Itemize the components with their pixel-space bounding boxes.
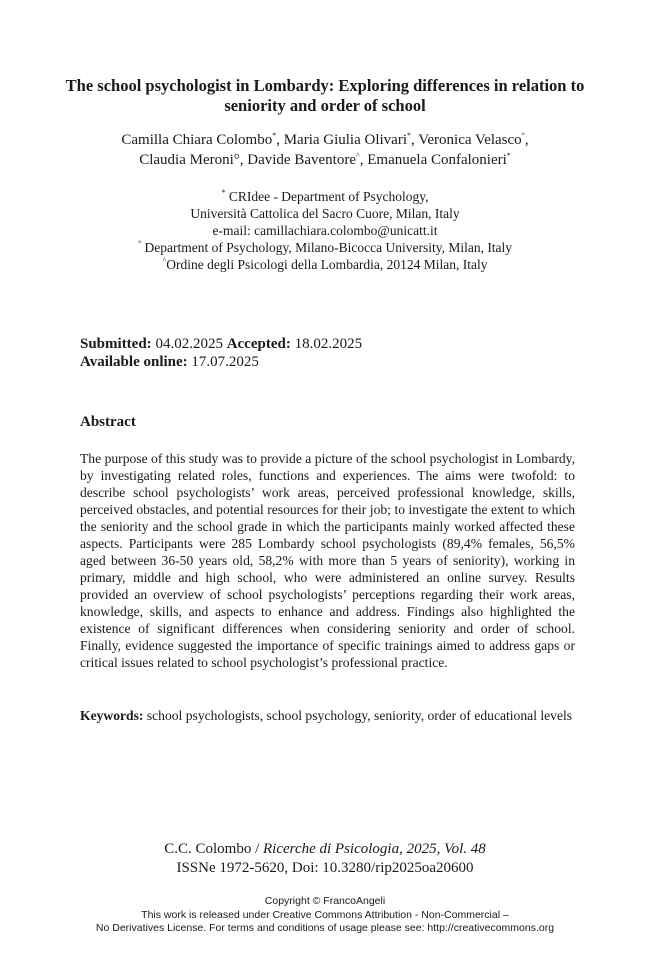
submitted-date: 04.02.2025	[155, 336, 223, 352]
affiliation-text: CRIdee - Department of Psychology,	[228, 189, 429, 204]
author-name: Emanuela Confalonieri	[367, 152, 507, 168]
author-name: Veronica Velasco	[418, 132, 522, 148]
author-name: Camilla Chiara Colombo	[121, 132, 273, 148]
affiliation-mark: °	[521, 131, 525, 140]
affiliation-mark: ^	[162, 256, 167, 265]
keywords	[80, 707, 575, 724]
copyright-line: Copyright © FrancoAngeli	[264, 895, 386, 907]
author-name: Davide Baventore	[247, 152, 356, 168]
license-footer	[0, 895, 650, 936]
affiliation-mark: *	[407, 131, 411, 140]
accepted-label: Accepted:	[226, 336, 291, 352]
citation	[60, 840, 590, 878]
citation-issn: ISSNe 1972-5620, Doi: 10.3280/rip2025oa20600	[176, 860, 474, 876]
affiliation-mark: ^	[355, 151, 360, 160]
license-line: This work is released under Creative Commons Attribution - Non-Commercial –	[141, 908, 509, 921]
online-label: Available online:	[80, 354, 188, 370]
citation-line	[60, 840, 590, 859]
citation-author: C.C. Colombo /	[164, 841, 264, 857]
submitted-label: Submitted:	[80, 336, 152, 352]
affiliation-line	[60, 188, 590, 205]
affiliation-mark: *	[272, 131, 277, 140]
license-link-line[interactable]: No Derivatives License. For terms and conditions of usage please see: http://creativecommons.org	[95, 922, 555, 934]
keywords-label: Keywords:	[80, 708, 144, 723]
online-date: 17.07.2025	[191, 354, 259, 370]
email-line: e-mail: camillachiara.colombo@unicatt.it	[212, 223, 438, 238]
keywords-text: school psychologists, school psychology, seniority, order of educational levels	[146, 708, 573, 723]
affiliation-mark: *	[221, 188, 226, 197]
citation-journal: Ricerche di Psicologia, 2025, Vol. 48	[263, 841, 486, 857]
author-name: Claudia Meroni°	[139, 152, 240, 168]
paper-title: The school psychologist in Lombardy: Exploring differences in relation to seniority and order of school	[65, 76, 585, 115]
affiliation-text: Ordine degli Psicologi della Lombardia, 20124 Milan, Italy	[166, 257, 488, 272]
publication-dates	[80, 335, 580, 371]
affiliation-text: Department of Psychology, Milano-Bicocca University, Milan, Italy	[144, 240, 513, 255]
abstract-heading: Abstract	[80, 414, 136, 430]
author-name: Maria Giulia Olivari	[283, 132, 407, 148]
affiliation-line: Università Cattolica del Sacro Cuore, Milan, Italy	[190, 206, 460, 221]
abstract-body: The purpose of this study was to provide a picture of the school psychologist in Lombardy, by investigating related roles, functions and experiences. The aims were twofold: to describe school psychologists’ work areas, perceived professional knowledge, skills, perceived obstacles, and potential resources for their job; to investigate the extent to which the seniority and the school grade in which the participants mainly worked affected these aspects. Participants were 285 Lombardy school psychologists (89,4% females, 56,5% aged between 36-50 years old, 58,2% with more than 5 years of seniority), working in primary, middle and high school, who were administered an online survey. Results provided an overview of school psychologists’ perceptions regarding their work areas, knowledge, skills, and aspects to enhance and address. Findings also highlighted the existence of significant differences when considering seniority and order of school. Finally, evidence suggested the importance of specific trainings aimed to address gaps or critical issues related to school psychologist’s professional practice.	[80, 451, 575, 670]
affiliation-mark: *	[506, 151, 511, 160]
affiliation-mark: °	[137, 239, 142, 248]
affiliation-line	[60, 239, 590, 256]
accepted-date: 18.02.2025	[294, 336, 363, 352]
dates-line-2	[80, 353, 580, 371]
dates-line-1	[80, 335, 580, 353]
affiliation-line	[60, 256, 590, 273]
affiliations	[60, 188, 590, 273]
author-list: Camilla Chiara Colombo*, Maria Giulia Olivari*, Veronica Velasco°, Claudia Meroni°, Davide Baventore^, Emanuela Confalonieri*	[121, 131, 529, 168]
